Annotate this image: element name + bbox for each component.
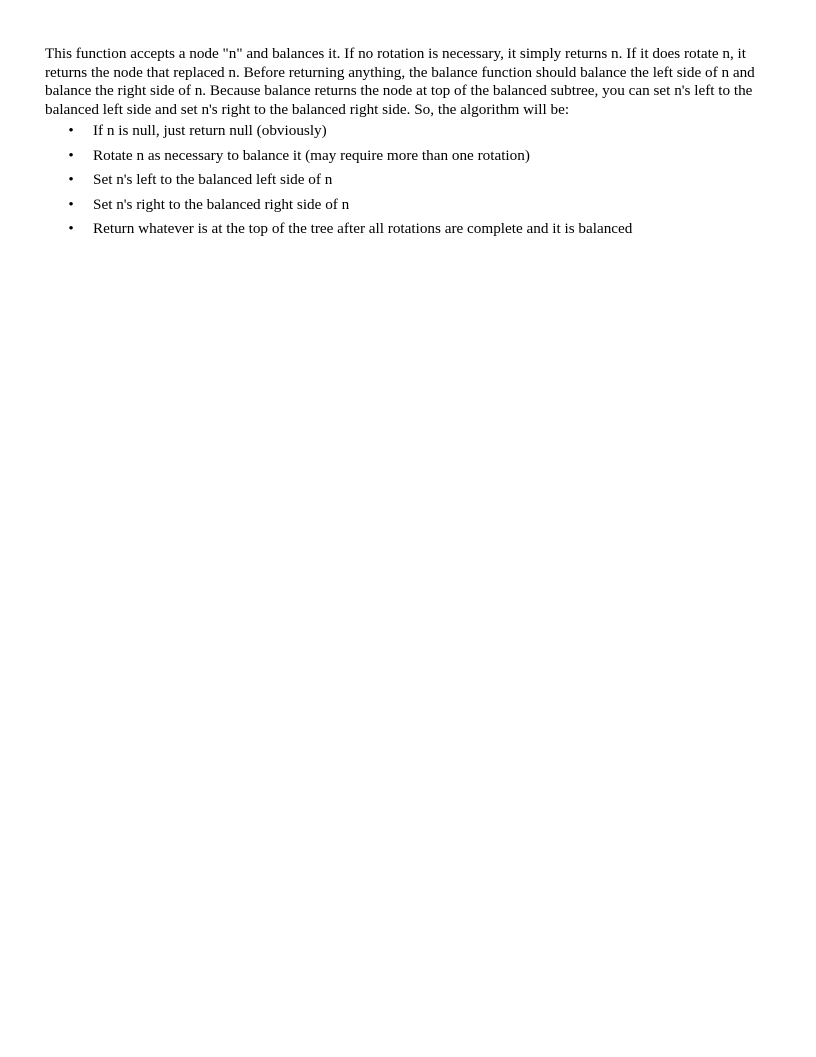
step-text: If n is null, just return null (obviously) (93, 122, 327, 140)
list-item (45, 122, 771, 146)
bullet-icon: • (68, 219, 74, 237)
bullet-icon: • (68, 122, 74, 140)
step-text: Rotate n as necessary to balance it (may require more than one rotation) (93, 146, 530, 164)
bullet-icon: • (68, 195, 74, 213)
step-text: Return whatever is at the top of the tree after all rotations are complete and it is balanced (93, 219, 633, 237)
step-text: Set n's right to the balanced right side of n (93, 195, 350, 213)
list-item (45, 220, 771, 244)
algorithm-steps-list (45, 122, 771, 244)
document-body (45, 45, 771, 244)
bullet-icon: • (68, 171, 74, 189)
list-item (45, 147, 771, 171)
list-item (45, 196, 771, 220)
step-text: Set n's left to the balanced left side of n (93, 171, 333, 189)
bullet-icon: • (68, 146, 74, 164)
intro-paragraph: This function accepts a node "n" and balances it. If no rotation is necessary, it simply returns n. If it does rotate n, it returns the node that replaced n. Before returning anything, the balance function should balance the left side of n and balance the right side of n. Because balance returns the node at top of the balanced subtree, you can set n's left to the balanced left side and set n's right to the balanced right side. So, the algorithm will be: (45, 45, 755, 118)
list-item (45, 171, 771, 195)
